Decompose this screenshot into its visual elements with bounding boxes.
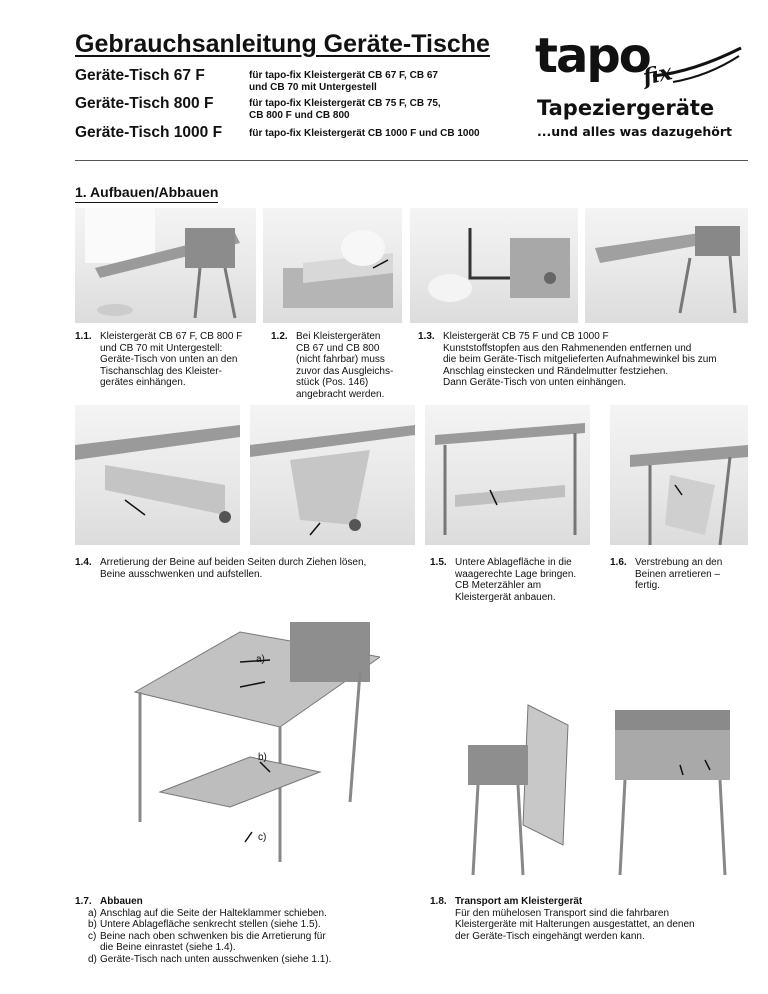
label-c: c) [258,832,267,843]
header-divider [75,160,748,161]
tapo-fix-logo [533,28,748,147]
photo-1-4a [75,405,240,545]
caption-1-7: 1.7. Abbauen a) Anschlag auf die Seite der Halteklammer schieben. b) Untere Ablagefläche senkrecht stellen (siehe 1.5). c) Beine nach oben schwenken bis die Arretierung für die Beine einrastet (siehe 1.4). d) Geräte-Tisch nach unten ausschwenken (siehe 1.1). [75,896,405,965]
photo-1-7 [120,612,380,884]
label-b: b) [258,752,267,763]
product-name-1000: Geräte-Tisch 1000 F [75,124,223,141]
photo-1-8a [458,695,578,885]
caption-1-8-heading: Transport am Kleistergerät [455,896,583,907]
photo-1-1 [75,208,256,323]
caption-1-4: 1.4. Arretierung der Beine auf beiden Seiten durch Ziehen lösen, Beine ausschwenken und aufstellen. [75,557,367,580]
caption-1-8: 1.8. Transport am Kleistergerät Für den mühelosen Transport sind die fahrbaren Kleistergeräte mit Halterungen ausgestattet, an denen der Geräte-Tisch eingehängt werden kann. [430,896,748,942]
caption-1-5: 1.5. Untere Ablagefläche in die waagerechte Lage bringen. CB Meterzähler am Kleistergerät anbauen. [430,557,577,603]
product-name-67: Geräte-Tisch 67 F [75,67,205,84]
photo-1-3 [410,208,578,323]
logo-swoosh-icon [653,46,743,84]
caption-1-1: 1.1. Kleistergerät CB 67 F, CB 800 F und CB 70 mit Untergestell: Geräte-Tisch von unten an den Tischanschlag des Kleister- gerätes einhängen. [75,331,243,388]
caption-1-3: 1.3. Kleistergerät CB 75 F und CB 1000 F Kunststoffstopfen aus den Rahmenenden entfernen und die beim Geräte-Tisch mitgelieferten Aufnahmewinkel bis zum Anschlag einstecken und Rändelmutter festziehen. Dann Geräte-Tisch von unten einhängen. [418,331,717,388]
step-c: c) Beine nach oben schwenken bis die Arretierung für die Beine einrastet (siehe 1.4). [88,930,326,953]
product-note-800: für tapo-fix Kleistergerät CB 75 F, CB 75, CB 800 F und CB 800 [249,98,441,121]
photo-1-4 [585,208,748,323]
photo-1-6 [610,405,748,545]
photo-1-2 [263,208,402,323]
logo-line2: ...und alles was dazugehört [537,124,733,139]
page-title: Gebrauchsanleitung Geräte-Tische [75,30,490,58]
logo-line1: Tapeziergeräte [537,96,715,120]
step-a: a) Anschlag auf die Seite der Halteklammer schieben. [88,907,327,919]
logo-brand: tapo [535,28,650,84]
product-note-1000: für tapo-fix Kleistergerät CB 1000 F und CB 1000 [249,128,480,139]
photo-1-5 [425,405,590,545]
product-name-800: Geräte-Tisch 800 F [75,95,214,112]
logo-brand-suffix: fix [640,59,675,91]
step-d: d) Geräte-Tisch nach unten ausschwenken (siehe 1.1). [88,953,332,965]
caption-1-7-heading: Abbauen [100,896,143,907]
photo-1-8b [595,690,748,885]
photo-1-4b [250,405,415,545]
label-a: a) [256,654,265,665]
caption-1-8-text: Für den mühelosen Transport sind die fahrbaren Kleistergeräte mit Halterungen ausgestattet, an denen der Geräte-Tisch eingehängt werden kann. [455,907,695,942]
product-note-67: für tapo-fix Kleistergerät CB 67 F, CB 67 und CB 70 mit Untergestell [249,70,438,93]
section-title: 1. Aufbauen/Abbauen [75,184,218,203]
caption-1-6: 1.6. Verstrebung an den Beinen arretieren – fertig. [610,557,723,591]
step-b: b) Untere Ablagefläche senkrecht stellen (siehe 1.5). [88,919,321,930]
caption-1-2: 1.2. Bei Kleistergeräten CB 67 und CB 800 (nicht fahrbar) muss zuvor das Ausgleichs- stück (Pos. 146) angebracht werden. [271,331,394,400]
